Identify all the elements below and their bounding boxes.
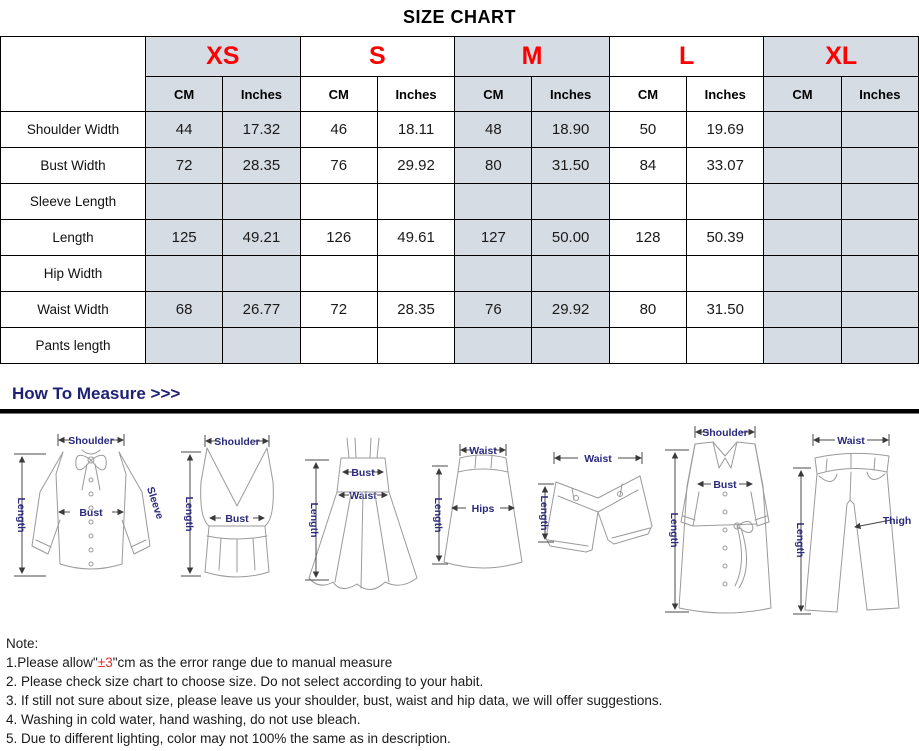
coat-bust-label: Bust [712, 479, 737, 491]
size-header-xs: XS [146, 37, 301, 77]
table-cell [223, 256, 300, 292]
size-header-m: M [455, 37, 610, 77]
pants-thigh-label: Thigh [882, 515, 912, 527]
table-cell: 76 [455, 292, 532, 328]
shorts-length-label: Length [538, 495, 550, 531]
table-cell [687, 184, 764, 220]
table-cell: 126 [300, 220, 377, 256]
table-cell [455, 256, 532, 292]
diagram-skirt [430, 440, 534, 588]
skirt-length-label: Length [431, 497, 444, 533]
table-cell [609, 256, 686, 292]
notes-title: Note: [6, 636, 39, 651]
note-line-4: 4. Washing in cold water, hand washing, do not use bleach. [6, 712, 361, 727]
row-label: Sleeve Length [1, 184, 146, 220]
unit-header: CM [609, 77, 686, 112]
corner-cell [1, 37, 146, 112]
size-header-row [1, 37, 919, 77]
table-cell: 28.35 [377, 292, 454, 328]
table-cell: 17.32 [223, 112, 300, 148]
row-label: Waist Width [1, 292, 146, 328]
size-header-xl: XL [764, 37, 919, 77]
unit-header: Inches [377, 77, 454, 112]
table-cell [764, 112, 841, 148]
blouse-shoulder-label: Shoulder [68, 435, 114, 447]
table-cell: 18.11 [377, 112, 454, 148]
table-cell [609, 328, 686, 364]
row-label: Hip Width [1, 256, 146, 292]
table-cell [687, 328, 764, 364]
diagram-blouse [6, 428, 174, 588]
table-cell [841, 148, 918, 184]
table-cell [841, 256, 918, 292]
table-cell: 80 [609, 292, 686, 328]
tank-shoulder-label: Shoulder [213, 436, 260, 448]
table-cell: 50.00 [532, 220, 609, 256]
dress-waist-label: Waist [349, 490, 377, 502]
table-cell: 19.69 [687, 112, 764, 148]
table-cell [841, 184, 918, 220]
table-cell: 80 [455, 148, 532, 184]
table-cell [300, 328, 377, 364]
blouse-bust-label: Bust [79, 507, 103, 519]
unit-header: Inches [532, 77, 609, 112]
table-cell [841, 292, 918, 328]
table-cell [223, 184, 300, 220]
note-line-2: 2. Please check size chart to choose size. Do not select according to your habit. [6, 674, 484, 689]
table-cell [841, 220, 918, 256]
table-cell [532, 328, 609, 364]
table-cell [377, 184, 454, 220]
diagram-tank-top [177, 430, 297, 592]
table-cell: 31.50 [687, 292, 764, 328]
table-cell: 72 [146, 148, 223, 184]
table-cell [687, 256, 764, 292]
table-cell: 31.50 [532, 148, 609, 184]
unit-header: CM [300, 77, 377, 112]
coat-length-label: Length [667, 512, 680, 548]
table-row [1, 112, 919, 148]
unit-header: CM [764, 77, 841, 112]
size-header-l: L [609, 37, 764, 77]
table-cell [764, 220, 841, 256]
tank-bust-label: Bust [224, 513, 249, 525]
pants-waist-label: Waist [837, 435, 865, 447]
table-row [1, 328, 919, 364]
table-cell [532, 184, 609, 220]
note-line-3: 3. If still not sure about size, please leave us your shoulder, bust, waist and hip data, we will offer suggestions. [6, 693, 663, 708]
table-cell: 128 [609, 220, 686, 256]
table-cell: 44 [146, 112, 223, 148]
unit-header: Inches [841, 77, 918, 112]
table-cell [609, 184, 686, 220]
diagram-coat [661, 422, 789, 618]
table-cell [764, 256, 841, 292]
table-cell: 28.35 [223, 148, 300, 184]
table-cell [841, 112, 918, 148]
table-cell: 72 [300, 292, 377, 328]
notes-section [6, 634, 919, 748]
table-cell: 127 [455, 220, 532, 256]
how-to-measure-heading: How To Measure >>> [12, 384, 181, 403]
table-cell: 46 [300, 112, 377, 148]
table-cell: 50 [609, 112, 686, 148]
size-chart-table [0, 36, 919, 364]
table-cell [764, 184, 841, 220]
unit-header: CM [455, 77, 532, 112]
page-title: SIZE CHART [403, 7, 516, 27]
table-cell: 68 [146, 292, 223, 328]
row-label: Length [1, 220, 146, 256]
table-cell: 48 [455, 112, 532, 148]
skirt-hips-label: Hips [471, 503, 494, 515]
table-cell: 29.92 [377, 148, 454, 184]
unit-header: Inches [687, 77, 764, 112]
table-cell: 84 [609, 148, 686, 184]
table-cell: 50.39 [687, 220, 764, 256]
dress-length-label: Length [308, 502, 320, 538]
table-row [1, 292, 919, 328]
table-cell: 18.90 [532, 112, 609, 148]
unit-header: CM [146, 77, 223, 112]
diagram-dress [299, 432, 427, 600]
table-cell: 49.21 [223, 220, 300, 256]
row-label: Bust Width [1, 148, 146, 184]
coat-shoulder-label: Shoulder [701, 427, 748, 439]
pants-length-label: Length [794, 522, 806, 558]
size-header-s: S [300, 37, 455, 77]
blouse-length-label: Length [15, 497, 27, 533]
table-cell [300, 184, 377, 220]
table-cell: 49.61 [377, 220, 454, 256]
table-cell: 33.07 [687, 148, 764, 184]
table-row [1, 148, 919, 184]
table-row [1, 220, 919, 256]
note-line-1: 1.Please allow"±3"cm as the error range due to manual measure [6, 655, 393, 670]
table-cell [300, 256, 377, 292]
table-row [1, 256, 919, 292]
table-cell [764, 148, 841, 184]
row-label: Pants length [1, 328, 146, 364]
table-cell [455, 184, 532, 220]
table-cell [223, 328, 300, 364]
table-row [1, 184, 919, 220]
table-cell [377, 328, 454, 364]
skirt-waist-label: Waist [468, 445, 497, 457]
table-cell [841, 328, 918, 364]
dress-bust-label: Bust [351, 467, 375, 479]
note-line-5: 5. Due to different lighting, color may not 100% the same as in description. [6, 731, 451, 746]
row-label: Shoulder Width [1, 112, 146, 148]
shorts-waist-label: Waist [584, 453, 612, 465]
table-cell [764, 292, 841, 328]
table-cell [146, 184, 223, 220]
table-cell [532, 256, 609, 292]
diagram-shorts [536, 446, 658, 566]
tank-length-label: Length [182, 496, 195, 532]
diagram-pants [791, 428, 913, 626]
table-cell [764, 328, 841, 364]
blouse-sleeve-label: Sleeve [144, 485, 166, 521]
error-range-value: ±3 [97, 655, 113, 670]
table-cell [455, 328, 532, 364]
table-cell: 76 [300, 148, 377, 184]
table-cell: 26.77 [223, 292, 300, 328]
table-cell [146, 328, 223, 364]
table-cell [146, 256, 223, 292]
table-cell [377, 256, 454, 292]
measure-diagrams [0, 414, 919, 628]
table-cell: 125 [146, 220, 223, 256]
table-cell: 29.92 [532, 292, 609, 328]
unit-header: Inches [223, 77, 300, 112]
